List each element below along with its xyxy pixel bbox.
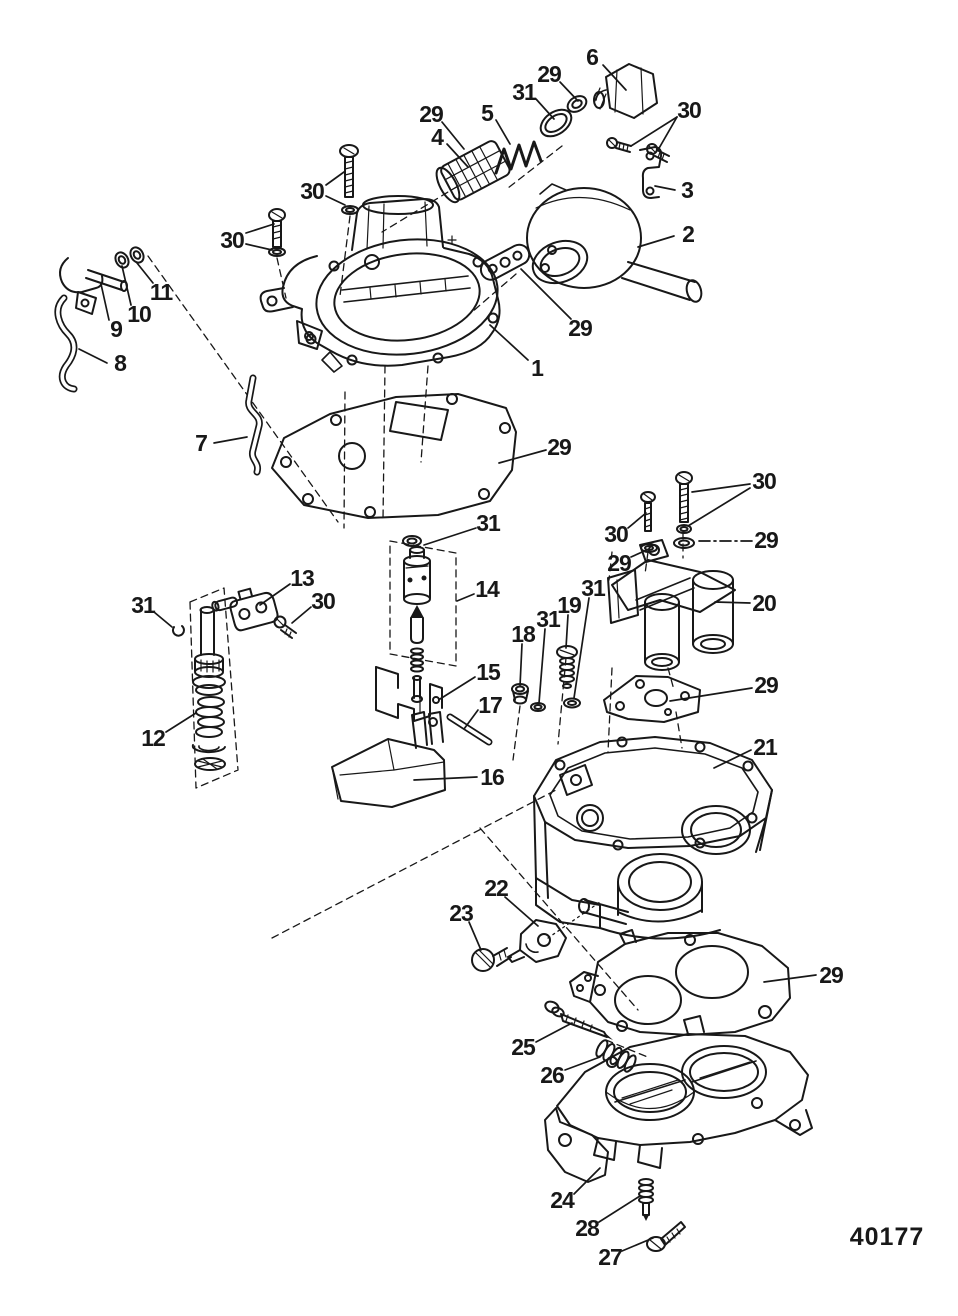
leader-line-17 <box>464 710 478 729</box>
part-4-fuel-filter <box>432 139 512 205</box>
callout-22: 22 <box>484 875 508 901</box>
callout-27: 27 <box>598 1244 622 1270</box>
part-28-spring-screw <box>639 1179 653 1221</box>
part-27-screw <box>647 1222 685 1251</box>
callout-3: 3 <box>681 177 693 203</box>
leader-line-9 <box>101 284 109 320</box>
leader-line-20 <box>715 602 750 603</box>
callout-25: 25 <box>511 1034 535 1060</box>
part-14-needle-valve <box>404 547 430 702</box>
part-31-washer-c <box>531 703 545 711</box>
callout-29: 29 <box>547 434 571 460</box>
callout-6: 6 <box>586 44 598 70</box>
leader-line-31 <box>154 612 172 627</box>
leader-line-3 <box>655 186 675 190</box>
leader-line-29 <box>631 549 649 557</box>
callout-29: 29 <box>537 61 561 87</box>
leader-line-30 <box>246 244 272 250</box>
leader-line-29 <box>560 82 578 101</box>
part-18-plug <box>512 684 528 704</box>
leader-line-25 <box>536 1023 572 1042</box>
callout-9: 9 <box>110 316 122 342</box>
leader-line-30 <box>326 196 345 205</box>
part-24-throttle-body <box>545 1016 812 1182</box>
part-31-washer-needle <box>403 536 421 546</box>
leader-line-24 <box>574 1168 600 1194</box>
part-8-choke-rod <box>58 298 74 389</box>
callout-18: 18 <box>511 621 535 647</box>
callout-29: 29 <box>419 101 443 127</box>
callout-layer <box>79 44 843 1270</box>
callout-29: 29 <box>568 315 592 341</box>
callout-30: 30 <box>677 97 701 123</box>
callout-31: 31 <box>581 575 605 601</box>
callout-16: 16 <box>480 764 504 790</box>
leader-line-14 <box>457 594 474 601</box>
leader-line-30 <box>688 488 750 526</box>
callout-11: 11 <box>149 279 173 305</box>
callout-19: 19 <box>557 592 581 618</box>
callout-31: 31 <box>536 606 560 632</box>
part-30-screw-d <box>269 209 285 256</box>
callout-1: 1 <box>531 355 543 381</box>
construction-lines <box>148 146 683 1058</box>
part-22-cam <box>508 920 566 962</box>
drawing-number: 40177 <box>849 1223 925 1251</box>
callout-13: 13 <box>290 565 314 591</box>
part-25-mixture-needle <box>544 1000 613 1040</box>
leader-line-15 <box>440 677 475 699</box>
callout-2: 2 <box>682 221 694 247</box>
part-16-float <box>332 712 445 807</box>
leader-line-28 <box>599 1196 640 1222</box>
callout-20: 20 <box>752 590 776 616</box>
callout-24: 24 <box>550 1187 574 1213</box>
leader-line-31 <box>536 99 554 119</box>
callout-26: 26 <box>540 1062 564 1088</box>
leader-line-8 <box>79 349 107 363</box>
leader-line-29 <box>442 122 464 149</box>
part-29-washer-b <box>674 538 694 548</box>
leader-line-7 <box>214 437 247 443</box>
callout-17: 17 <box>478 692 502 718</box>
leader-line-22 <box>505 897 538 926</box>
leader-line-30 <box>326 172 344 185</box>
leader-line-31 <box>424 528 476 545</box>
callout-15: 15 <box>476 659 500 685</box>
leader-line-26 <box>565 1057 600 1070</box>
callout-29: 29 <box>754 527 778 553</box>
part-21-main-body <box>534 737 772 939</box>
callout-29: 29 <box>819 962 843 988</box>
part-9-choke-lever <box>60 258 127 314</box>
callout-31: 31 <box>512 79 536 105</box>
part-1-air-horn-cover <box>261 196 505 372</box>
leader-line-12 <box>166 713 196 732</box>
part-29-pump-gasket <box>477 241 532 283</box>
callout-30: 30 <box>220 227 244 253</box>
callout-8: 8 <box>114 350 126 376</box>
leader-line-5 <box>496 120 510 144</box>
part-29-airhorn-gasket <box>272 394 516 518</box>
part-30-screw-short <box>641 492 655 531</box>
callout-30: 30 <box>752 468 776 494</box>
leader-line-19 <box>566 615 568 648</box>
callout-23: 23 <box>449 900 473 926</box>
callout-14: 14 <box>475 576 499 602</box>
part-30-screw-e <box>275 617 297 639</box>
part-30-screw-a <box>607 138 631 152</box>
part-11-washer <box>128 245 146 265</box>
callout-21: 21 <box>753 734 777 760</box>
part-26-spring <box>594 1039 638 1074</box>
callout-4: 4 <box>431 124 443 150</box>
leader-line-1 <box>490 325 528 360</box>
leader-line-10 <box>122 266 131 305</box>
callout-31: 31 <box>131 592 155 618</box>
callout-7: 7 <box>195 430 207 456</box>
part-7-pump-rod <box>249 378 260 472</box>
callout-12: 12 <box>141 725 165 751</box>
leader-line-18 <box>520 644 522 686</box>
callout-29: 29 <box>754 672 778 698</box>
callout-31: 31 <box>476 510 500 536</box>
part-6-fuel-inlet-fitting <box>594 64 657 118</box>
leader-line-30 <box>658 117 677 150</box>
leader-line-30 <box>246 224 274 233</box>
callout-30: 30 <box>311 588 335 614</box>
part-19-spring-screw <box>557 646 577 688</box>
callout-5: 5 <box>481 100 493 126</box>
leader-line-31 <box>539 629 545 703</box>
callout-29: 29 <box>607 550 631 576</box>
part-23-screw <box>472 948 511 971</box>
callout-30: 30 <box>604 521 628 547</box>
leader-line-30 <box>692 484 750 492</box>
part-2-fuel-pump-cover <box>527 184 704 303</box>
part-29-body-gasket <box>570 930 790 1035</box>
part-12-pump-plunger <box>193 607 225 770</box>
leader-line-30 <box>631 117 677 146</box>
part-31-clip <box>173 626 184 636</box>
leader-line-23 <box>469 922 481 950</box>
callout-10: 10 <box>127 301 151 327</box>
leader-line-2 <box>638 236 674 247</box>
callout-30: 30 <box>300 178 324 204</box>
part-13-pump-lever <box>210 584 279 636</box>
leader-line-30 <box>628 513 646 528</box>
part-30-screw-long <box>676 472 692 533</box>
callout-28: 28 <box>575 1215 599 1241</box>
leader-line-29 <box>499 450 546 463</box>
leader-line-30 <box>292 607 311 623</box>
part-31-washer-d <box>564 699 580 708</box>
leader-line-29 <box>764 975 816 982</box>
